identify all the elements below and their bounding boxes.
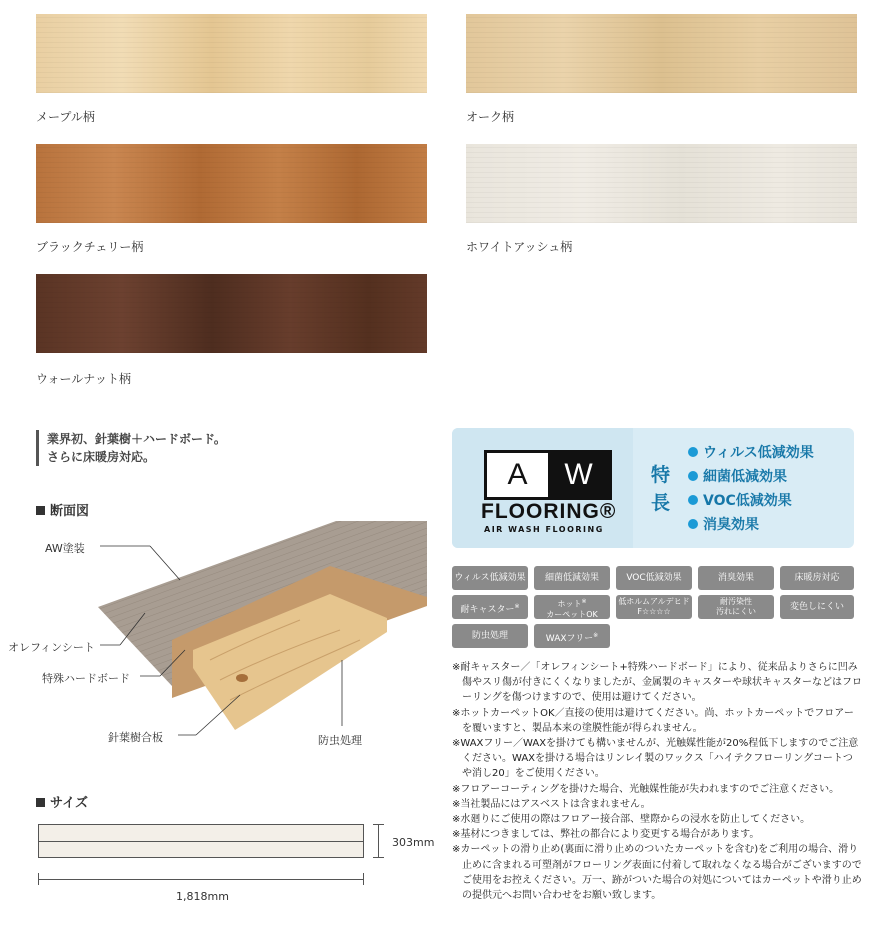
swatch-maple — [36, 14, 427, 93]
aw-flooring-wordmark: FLOORING® — [481, 500, 617, 523]
badge-no-discolor: 変色しにくい — [780, 595, 854, 619]
cross-section-title: 断面図 — [36, 500, 89, 519]
swatch-walnut — [36, 274, 427, 353]
badge-formaldehyde: 低ホルムアルデヒド F☆☆☆☆ — [616, 595, 692, 619]
square-bullet-icon — [36, 506, 45, 515]
aw-subtitle: AIR WASH FLOORING — [484, 525, 604, 534]
note: ※耐キャスター／「オレフィンシート+特殊ハードボード」により、従来品よりさらに凹み傷やスリ傷が付きにくくなりましたが、金属製のキャスターや球状キャスターなどはフローリングを傷つけますので、使用は避けてください。 — [452, 662, 862, 704]
swatch-label-walnut: ウォールナット柄 — [36, 372, 132, 386]
note: ※WAXフリー／WAXを掛けても構いませんが、光触媒性能が20%程低下しますのでご注意ください。WAXを掛ける場合はリンレイ製のワックス「ハイテクフローリングコートつや消し20」をご使用ください。 — [452, 738, 859, 780]
note: ※当社製品にはアスベストは含まれません。 — [452, 798, 651, 810]
callout-olefin-sheet: オレフィンシート — [8, 641, 95, 654]
features-label: 特長 — [651, 464, 671, 514]
bullet-dot-icon — [688, 495, 698, 505]
headline-line1: 業界初、針葉樹＋ハードボード。 — [47, 432, 226, 446]
notes — [452, 660, 862, 903]
badge-deodorize: 消臭効果 — [698, 566, 774, 590]
height-dimension-line — [378, 824, 379, 858]
bullet-dot-icon — [688, 471, 698, 481]
aw-logo-a: A — [487, 453, 548, 497]
width-label: 1,818mm — [176, 890, 229, 903]
swatch-label-black-cherry: ブラックチェリー柄 — [36, 240, 144, 254]
feature-item: VOC低減効果 — [688, 489, 814, 513]
feature-item: 細菌低減効果 — [688, 465, 814, 489]
swatch-label-oak: オーク柄 — [466, 110, 515, 124]
note: ※カーペットの滑り止め(裏面に滑り止めのついたカーペットを含む)をご利用の場合、滑り止めに含まれる可塑剤がフローリング表面に付着して取れなくなる場合がございますのでご使用をお控えください。万一、跡がついた場合の対処についてはカーペットや滑り止めの提供元へお問い合わせをお願い致します。 — [452, 844, 862, 902]
badge-floor-heating: 床暖房対応 — [780, 566, 854, 590]
wood-knot-icon — [236, 674, 248, 682]
note: ※ホットカーペットOK／直接の使用は避けてください。尚、ホットカーペットでフロアーを覆いますと、製品本来の塗膜性能が得られません。 — [452, 707, 854, 734]
badge-stain-resistant: 耐汚染性 汚れにくい — [698, 595, 774, 619]
features-list — [688, 441, 814, 537]
swatch-white-ash — [466, 144, 857, 223]
width-dimension-line — [38, 879, 364, 880]
badge-wax-free: WAXフリー※ — [534, 624, 610, 648]
swatch-label-maple: メープル柄 — [36, 110, 95, 124]
note: ※基材につきましては、弊社の都合により変更する場合があります。 — [452, 829, 760, 841]
badge-caster: 耐キャスター※ — [452, 595, 528, 619]
bullet-dot-icon — [688, 519, 698, 529]
badge-insect: 防虫処理 — [452, 624, 528, 648]
aw-logo-w: W — [548, 453, 609, 497]
callout-insect: 防虫処理 — [318, 734, 362, 747]
note: ※水廻りにご使用の際はフロアー接合部、壁際からの浸水を防止してください。 — [452, 814, 811, 826]
badge-virus: ウィルス低減効果 — [452, 566, 528, 590]
aw-logo — [484, 450, 612, 500]
swatch-label-white-ash: ホワイトアッシュ柄 — [466, 240, 573, 254]
headline-line2: さらに床暖房対応。 — [47, 450, 156, 464]
callout-aw-coating: AW塗装 — [45, 542, 85, 555]
note: ※フロアーコーティングを掛けた場合、光触媒性能が失われますのでご注意ください。 — [452, 783, 840, 795]
aw-flooring-banner — [452, 428, 854, 548]
swatch-black-cherry — [36, 144, 427, 223]
plank-diagram — [38, 824, 364, 858]
badge-hot-carpet: ホット※ カーペットOK — [534, 595, 610, 619]
headline — [36, 430, 226, 466]
feature-item: ウィルス低減効果 — [688, 441, 814, 465]
bullet-dot-icon — [688, 447, 698, 457]
badge-bacteria: 細菌低減効果 — [534, 566, 610, 590]
height-label: 303mm — [392, 836, 435, 849]
feature-item: 消臭効果 — [688, 513, 814, 537]
aw-logo-panel — [452, 428, 633, 548]
size-title: サイズ — [36, 792, 88, 811]
swatch-oak — [466, 14, 857, 93]
badge-voc: VOC低減効果 — [616, 566, 692, 590]
callout-plywood: 針葉樹合板 — [108, 731, 163, 744]
square-bullet-icon — [36, 798, 45, 807]
callout-hardboard: 特殊ハードボード — [42, 672, 130, 685]
